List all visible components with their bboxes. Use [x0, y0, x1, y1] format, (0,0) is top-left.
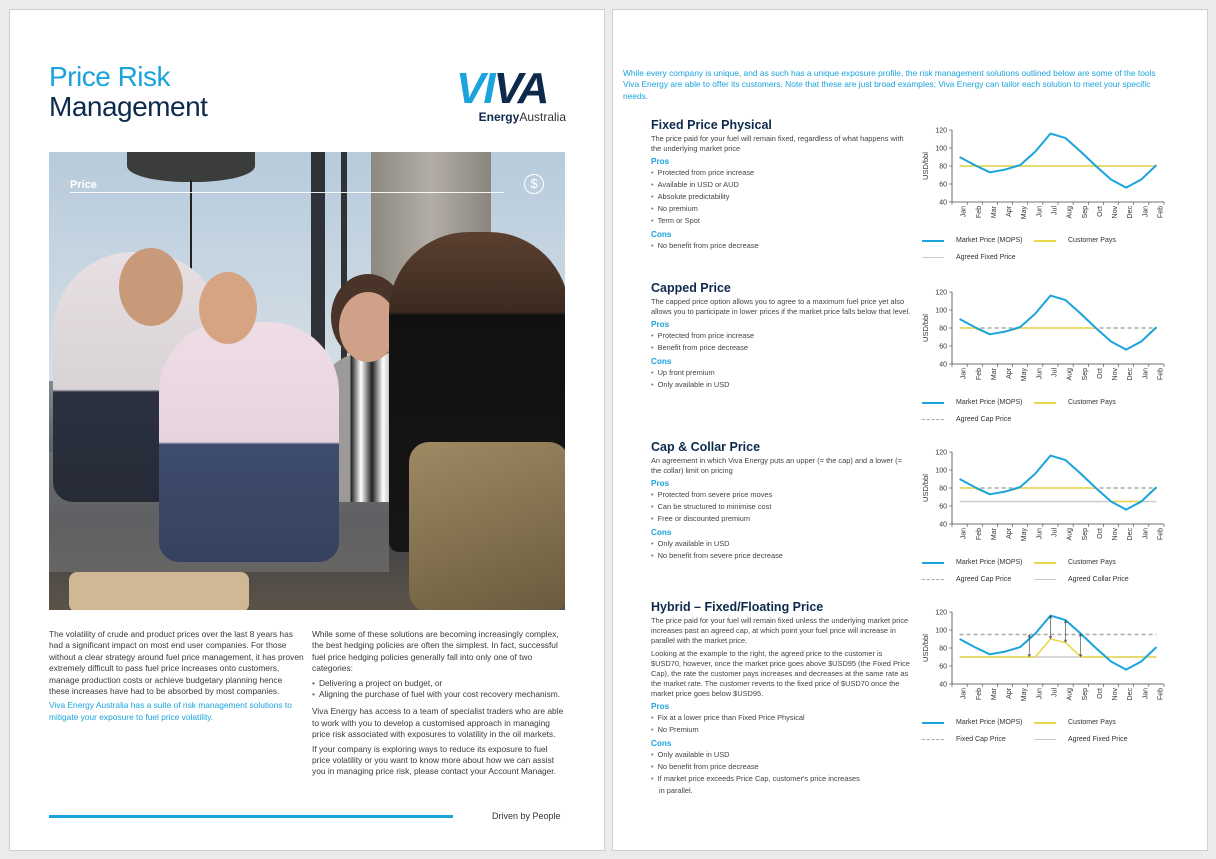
svg-text:Feb: Feb	[975, 368, 983, 381]
legend-item	[1034, 559, 1116, 569]
svg-text:Oct: Oct	[1096, 368, 1104, 379]
title-line-2: Management	[49, 91, 208, 122]
chart-fixed-price	[916, 122, 1172, 272]
legend-item	[1034, 237, 1116, 247]
section-title: Capped Price	[651, 281, 731, 295]
svg-text:Dec: Dec	[1127, 368, 1135, 381]
legend-swatch-icon	[922, 257, 944, 258]
list-item: • Free or discounted premium	[651, 513, 913, 525]
svg-text:60: 60	[939, 343, 947, 351]
svg-text:USD/bbl: USD/bbl	[921, 314, 930, 342]
logo-subtitle: EnergyAustralia	[478, 110, 566, 124]
svg-text:May: May	[1021, 528, 1029, 542]
legend-swatch-icon	[922, 419, 944, 420]
svg-text:Jun: Jun	[1036, 528, 1044, 540]
svg-text:Jun: Jun	[1036, 368, 1044, 380]
photo-caption: Price	[70, 179, 97, 191]
contact-paragraph: If your company is exploring ways to reduce its exposure to fuel price volatility or you want to know more about how we can assist you in managing price risk, please contact your Account Manager.	[312, 743, 556, 777]
list-item: • Only available in USD	[651, 538, 913, 550]
traders-paragraph: Viva Energy has access to a team of specialist traders who are able to work with you to develop a customised approach in managing price risk associated with exposures to volatility in the oil markets.	[312, 706, 564, 740]
svg-text:Mar: Mar	[990, 368, 998, 381]
svg-text:120: 120	[935, 289, 947, 297]
svg-text:Jan: Jan	[960, 528, 968, 540]
section-title: Hybrid – Fixed/Floating Price	[651, 600, 824, 614]
section-description: The price paid for your fuel will remain fixed, regardless of what happens with the underlying market price	[651, 134, 904, 153]
pros-heading: Pros	[651, 320, 670, 329]
svg-text:Jan: Jan	[960, 206, 968, 218]
cons-list	[651, 367, 913, 391]
list-item: • Can be structured to minimise cost	[651, 501, 913, 513]
solutions-intro: While every company is unique, and as such has a unique exposure profile, the risk management solutions outlined below are some of the tools Viva Energy are able to offer its customers. Note that these are just broad examples; Viva Energy can tailor each solution to meet your specific needs.	[623, 68, 1156, 101]
viva-energy-logo	[456, 64, 568, 134]
list-item: • Protected from severe price moves	[651, 489, 913, 501]
svg-text:Sep: Sep	[1081, 688, 1089, 701]
svg-text:May: May	[1021, 206, 1029, 220]
legend-item	[922, 416, 1011, 426]
pros-heading: Pros	[651, 157, 670, 166]
section-title: Fixed Price Physical	[651, 118, 772, 132]
list-item: • Benefit from price decrease	[651, 342, 913, 354]
legend-label: Market Price (MOPS)	[956, 719, 1023, 726]
cons-heading: Cons	[651, 528, 672, 537]
legend-label: Market Price (MOPS)	[956, 559, 1023, 566]
legend-item	[922, 559, 1023, 569]
svg-text:40: 40	[939, 199, 947, 207]
svg-text:Oct: Oct	[1096, 206, 1104, 217]
section-fixed-price-physical	[651, 118, 913, 252]
legend-swatch-icon	[922, 722, 944, 724]
list-item: • No premium	[651, 203, 913, 215]
legend-swatch-icon	[922, 739, 944, 740]
section-description: An agreement in which Viva Energy puts an upper (= the cap) and a lower (= the collar) limit on pricing	[651, 456, 902, 475]
svg-text:Apr: Apr	[1006, 688, 1014, 699]
svg-text:100: 100	[935, 467, 947, 475]
hero-photo	[49, 152, 565, 610]
cons-list	[651, 240, 913, 252]
svg-text:Aug: Aug	[1066, 528, 1074, 541]
svg-text:Jul: Jul	[1051, 368, 1059, 377]
svg-text:120: 120	[935, 127, 947, 135]
list-item: • Only available in USD	[651, 379, 913, 391]
list-item: • Aligning the purchase of fuel with your cost recovery mechanism.	[312, 689, 568, 700]
svg-text:Feb: Feb	[1157, 206, 1165, 219]
list-item: • Up front premium	[651, 367, 913, 379]
chart-cap-collar	[916, 444, 1172, 594]
svg-text:Jun: Jun	[1036, 206, 1044, 218]
svg-text:Feb: Feb	[975, 688, 983, 701]
line-chart-svg	[916, 604, 1172, 716]
pros-heading: Pros	[651, 702, 670, 711]
legend-label: Agreed Fixed Price	[1068, 736, 1128, 743]
svg-text:Sep: Sep	[1081, 206, 1089, 219]
svg-text:Jan: Jan	[1142, 368, 1150, 380]
list-item: • No benefit from price decrease	[651, 761, 913, 773]
legend-item	[1034, 736, 1128, 746]
line-chart-svg	[916, 444, 1172, 556]
legend-swatch-icon	[922, 562, 944, 564]
section-title: Cap & Collar Price	[651, 440, 761, 454]
line-chart-svg	[916, 122, 1172, 234]
pros-list	[651, 489, 913, 525]
legend-label: Agreed Collar Price	[1068, 576, 1129, 583]
svg-text:Dec: Dec	[1127, 688, 1135, 701]
cons-heading: Cons	[651, 357, 672, 366]
intro-paragraph: The volatility of crude and product prices over the last 8 years has had a significant impact on most end user companies. For those without a clear strategy around fuel price management, it has proven extremely difficult to pass fuel price increases onto customers, manage production costs or achieve budgetary planning hence these increases have had to be absorbed by most companies.	[49, 629, 304, 697]
hedging-paragraph: While some of these solutions are becoming increasingly complex, the best hedging policies are often the simplest. In fact, successful fuel price hedging policies generally fall into only one of two categories:	[312, 629, 559, 674]
svg-text:Mar: Mar	[990, 528, 998, 541]
chart-capped-price	[916, 284, 1172, 434]
svg-text:Mar: Mar	[990, 688, 998, 701]
legend-swatch-icon	[1034, 739, 1056, 740]
svg-text:Feb: Feb	[1157, 688, 1165, 701]
legend-item	[922, 719, 1023, 729]
category-list	[312, 678, 568, 701]
legend-item	[1034, 399, 1116, 409]
svg-text:80: 80	[939, 325, 947, 333]
svg-text:May: May	[1021, 688, 1029, 702]
svg-text:Dec: Dec	[1127, 528, 1135, 541]
list-item: • Fix at a lower price than Fixed Price Physical	[651, 712, 913, 724]
svg-text:120: 120	[935, 449, 947, 457]
legend-label: Customer Pays	[1068, 559, 1116, 566]
list-item: • No benefit from price decrease	[651, 240, 913, 252]
legend-label: Customer Pays	[1068, 719, 1116, 726]
svg-text:Nov: Nov	[1112, 688, 1120, 701]
list-item: • Protected from price increase	[651, 167, 913, 179]
list-item: • Available in USD or AUD	[651, 179, 913, 191]
svg-text:100: 100	[935, 145, 947, 153]
legend-item	[922, 237, 1023, 247]
legend-swatch-icon	[922, 579, 944, 580]
cons-heading: Cons	[651, 739, 672, 748]
list-item: • Absolute predictability	[651, 191, 913, 203]
legend-label: Market Price (MOPS)	[956, 237, 1023, 244]
legend-label: Agreed Cap Price	[956, 416, 1012, 423]
svg-text:Jul: Jul	[1051, 206, 1059, 215]
svg-text:Jun: Jun	[1036, 688, 1044, 700]
svg-text:Sep: Sep	[1081, 368, 1089, 381]
svg-text:Feb: Feb	[1157, 528, 1165, 541]
pros-heading: Pros	[651, 479, 670, 488]
legend-label: Customer Pays	[1068, 399, 1116, 406]
legend-item	[922, 399, 1023, 409]
svg-text:100: 100	[935, 307, 947, 315]
section-description: The capped price option allows you to agree to a maximum fuel price yet also allows you to participate in lower prices if the market price falls below that level.	[651, 297, 911, 316]
footer-tagline: Driven by People	[492, 811, 561, 821]
list-item: • Protected from price increase	[651, 330, 913, 342]
list-item: • No Premium	[651, 724, 913, 736]
legend-label: Agreed Cap Price	[956, 576, 1012, 583]
list-item: • Term or Spot	[651, 215, 913, 227]
section-capped-price	[651, 281, 913, 391]
svg-text:May: May	[1021, 368, 1029, 382]
svg-text:Nov: Nov	[1112, 528, 1120, 541]
svg-text:Dec: Dec	[1127, 206, 1135, 219]
svg-text:Feb: Feb	[1157, 368, 1165, 381]
pros-list	[651, 167, 913, 227]
legend-swatch-icon	[1034, 402, 1056, 404]
svg-text:Mar: Mar	[990, 206, 998, 219]
svg-text:Jan: Jan	[1142, 688, 1150, 700]
svg-text:Jul: Jul	[1051, 688, 1059, 697]
svg-text:Sep: Sep	[1081, 528, 1089, 541]
svg-text:Jan: Jan	[1142, 528, 1150, 540]
logo-wordmark: VIVA	[456, 64, 548, 113]
svg-text:80: 80	[939, 163, 947, 171]
list-item: • If market price exceeds Price Cap, customer's price increases in parallel.	[651, 773, 913, 797]
svg-text:80: 80	[939, 645, 947, 653]
intro-column-right	[312, 629, 568, 781]
svg-text:Feb: Feb	[975, 528, 983, 541]
svg-text:Apr: Apr	[1006, 528, 1014, 539]
svg-text:40: 40	[939, 681, 947, 689]
svg-text:60: 60	[939, 503, 947, 511]
svg-text:USD/bbl: USD/bbl	[921, 152, 930, 180]
legend-swatch-icon	[1034, 579, 1056, 580]
line-chart-svg	[916, 284, 1172, 396]
svg-text:Aug: Aug	[1066, 368, 1074, 381]
legend-swatch-icon	[1034, 240, 1056, 242]
page-right	[612, 9, 1208, 851]
cons-list	[651, 749, 913, 797]
svg-text:Jan: Jan	[960, 688, 968, 700]
svg-text:60: 60	[939, 663, 947, 671]
chart-hybrid	[916, 604, 1172, 754]
cons-list	[651, 538, 913, 562]
legend-label: Fixed Cap Price	[956, 736, 1006, 743]
list-item: • Delivering a project on budget, or	[312, 678, 568, 689]
svg-text:Aug: Aug	[1066, 206, 1074, 219]
svg-text:Apr: Apr	[1006, 368, 1014, 379]
svg-text:Oct: Oct	[1096, 528, 1104, 539]
svg-text:Jan: Jan	[1142, 206, 1150, 218]
intro-column-left	[49, 629, 304, 726]
svg-text:40: 40	[939, 521, 947, 529]
svg-text:100: 100	[935, 627, 947, 635]
page-left	[9, 9, 605, 851]
legend-label: Agreed Fixed Price	[956, 254, 1016, 261]
list-item: • No benefit from severe price decrease	[651, 550, 913, 562]
legend-swatch-icon	[922, 402, 944, 404]
legend-swatch-icon	[1034, 722, 1056, 724]
title-line-1: Price Risk	[49, 61, 171, 92]
svg-text:Apr: Apr	[1006, 206, 1014, 217]
legend-item	[1034, 576, 1129, 586]
legend-item	[922, 736, 1006, 746]
svg-text:Aug: Aug	[1066, 688, 1074, 701]
pros-list	[651, 712, 913, 736]
section-example: Looking at the example to the right, the agreed price to the customer is $USD70, however, once the market price goes above $USD95 (the Fixed Price Cap), the rate the customer pays increases and decreases at the same rate as the market rate. The customer reverts to the fixed price of $USD70 once the market price goes below $USD95.	[651, 649, 910, 698]
svg-text:Nov: Nov	[1112, 206, 1120, 219]
legend-label: Customer Pays	[1068, 237, 1116, 244]
svg-text:Nov: Nov	[1112, 368, 1120, 381]
section-hybrid-price	[651, 600, 913, 797]
footer-accent-bar	[49, 815, 453, 818]
legend-item	[922, 576, 1011, 586]
svg-text:120: 120	[935, 609, 947, 617]
pros-list	[651, 330, 913, 354]
page-title	[49, 62, 207, 122]
svg-text:Oct: Oct	[1096, 688, 1104, 699]
legend-item	[1034, 719, 1116, 729]
svg-text:USD/bbl: USD/bbl	[921, 474, 930, 502]
svg-text:USD/bbl: USD/bbl	[921, 634, 930, 662]
svg-text:40: 40	[939, 361, 947, 369]
legend-swatch-icon	[1034, 562, 1056, 564]
highlight-paragraph: Viva Energy Australia has a suite of risk management solutions to mitigate your exposure to fuel price volatility.	[49, 700, 292, 722]
caption-divider	[70, 192, 504, 193]
svg-text:Jul: Jul	[1051, 528, 1059, 537]
legend-label: Market Price (MOPS)	[956, 399, 1023, 406]
svg-text:Jan: Jan	[960, 368, 968, 380]
legend-swatch-icon	[922, 240, 944, 242]
cons-heading: Cons	[651, 230, 672, 239]
svg-text:80: 80	[939, 485, 947, 493]
svg-text:60: 60	[939, 181, 947, 189]
section-description: The price paid for your fuel will remain fixed unless the underlying market price increases past an agreed cap, at which point your fuel price will increase in parallel with the market price.	[651, 616, 909, 645]
section-cap-collar-price	[651, 440, 913, 562]
list-item: • Only available in USD	[651, 749, 913, 761]
svg-text:Feb: Feb	[975, 206, 983, 219]
dollar-circle-icon: $	[524, 174, 544, 194]
legend-item	[922, 254, 1016, 264]
